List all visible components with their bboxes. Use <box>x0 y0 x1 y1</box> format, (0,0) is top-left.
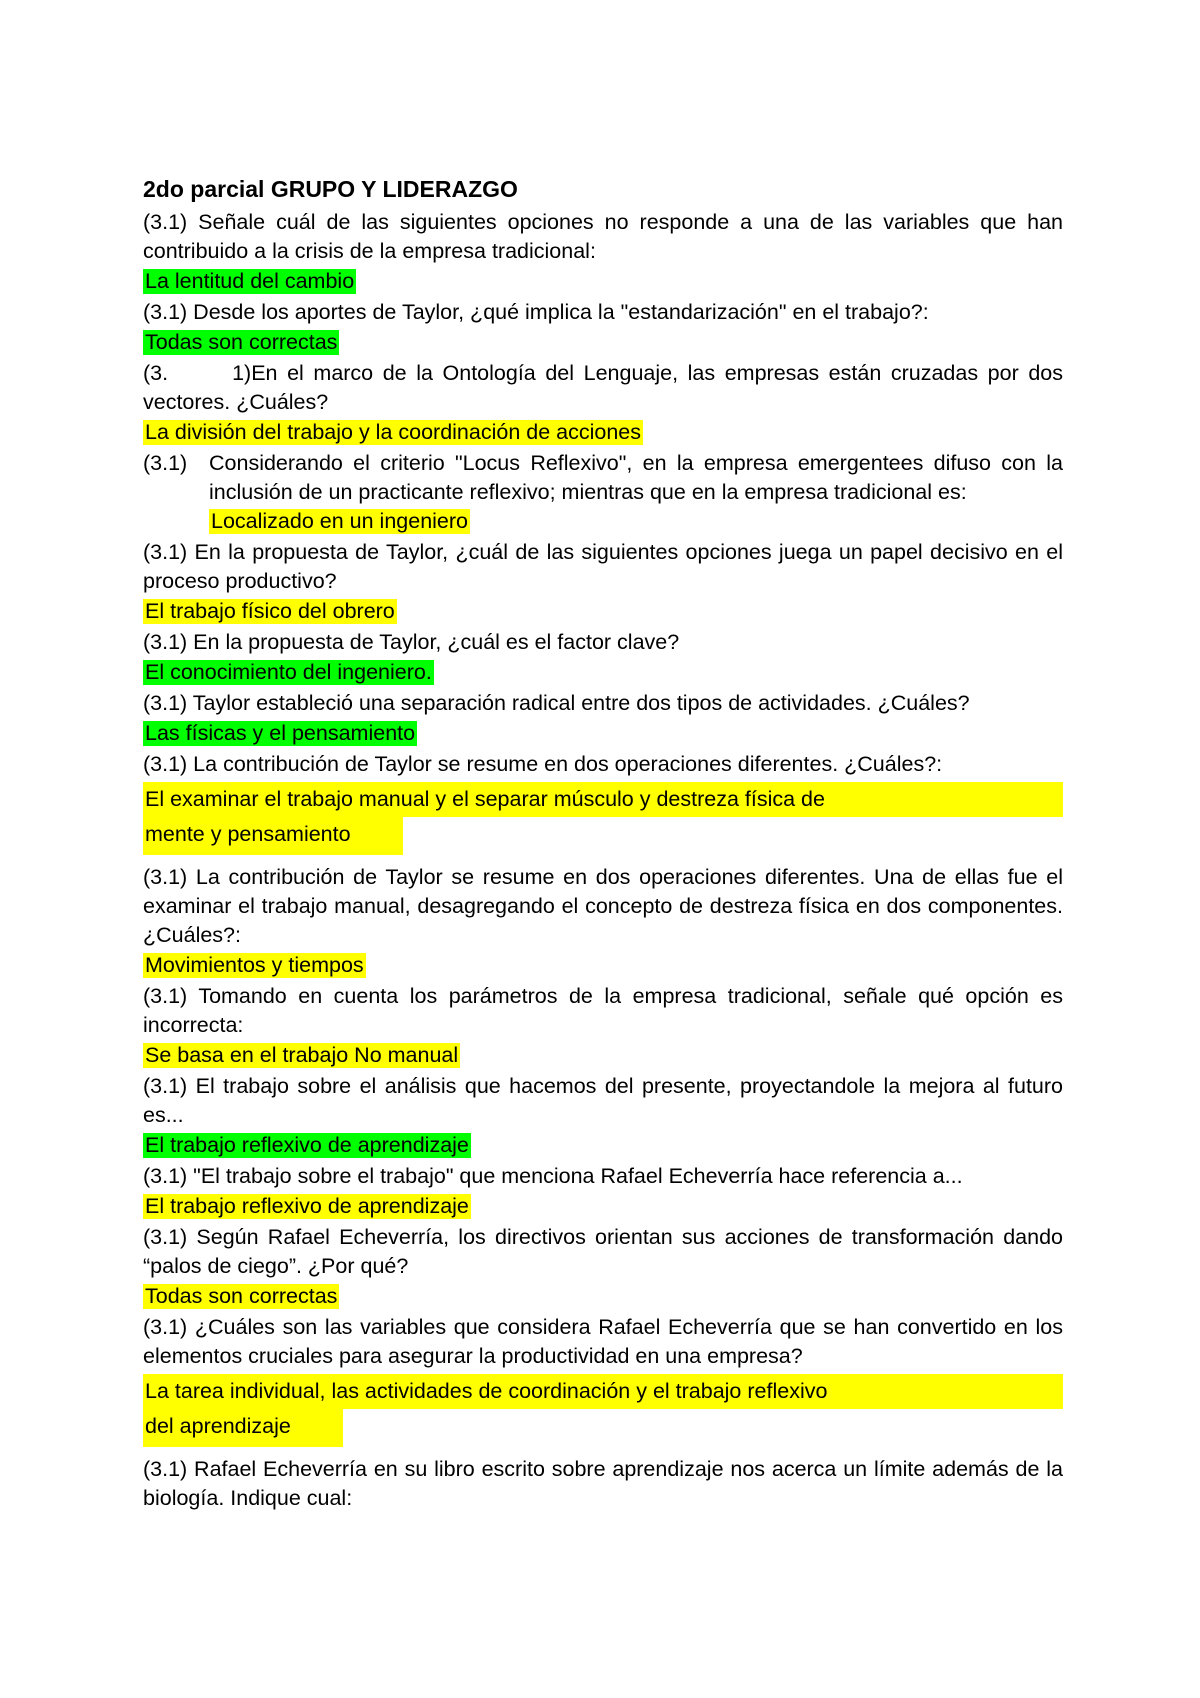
answer-2 <box>143 328 1063 357</box>
question-1: (3.1) Señale cuál de las siguientes opciones no responde a una de las variables que han contribuido a la crisis de la empresa tradicional: <box>143 210 1063 263</box>
answer-6 <box>143 658 1063 687</box>
answer-4 <box>209 507 1063 536</box>
answer-11 <box>143 1131 1063 1160</box>
answer-5-text: El trabajo físico del obrero <box>145 599 395 623</box>
answer-13 <box>143 1282 1063 1311</box>
document-content <box>143 175 1063 1514</box>
answer-1-text: La lentitud del cambio <box>145 269 355 293</box>
question-4-text: Considerando el criterio "Locus Reflexivo", en la empresa emergentees difuso con la inclusión de un practicante reflexivo; mientras que en la empresa tradicional es: <box>209 451 1063 504</box>
question-4 <box>143 449 1063 538</box>
question-12: (3.1) "El trabajo sobre el trabajo" que menciona Rafael Echeverría hace referencia a... <box>143 1164 963 1188</box>
answer-12 <box>143 1192 1063 1221</box>
answer-14-line-1: La tarea individual, las actividades de coordinación y el trabajo reflexivo <box>143 1374 1063 1409</box>
question-8: (3.1) La contribución de Taylor se resume en dos operaciones diferentes. ¿Cuáles?: <box>143 752 943 776</box>
answer-13-text: Todas son correctas <box>145 1284 338 1308</box>
answer-8-line-2: mente y pensamiento <box>143 817 403 855</box>
question-14: (3.1) ¿Cuáles son las variables que considera Rafael Echeverría que se han convertido en los elementos cruciales para asegurar la productividad en una empresa? <box>143 1315 1063 1368</box>
answer-1 <box>143 267 1063 296</box>
answer-7-text: Las físicas y el pensamiento <box>145 721 416 745</box>
question-3-text: 1)En el marco de la Ontología del Lenguaje, las empresas están cruzadas por dos vectores. ¿Cuáles? <box>143 361 1063 414</box>
answer-12-text: El trabajo reflexivo de aprendizaje <box>145 1194 469 1218</box>
question-13: (3.1) Según Rafael Echeverría, los directivos orientan sus acciones de transformación dando “palos de ciego”. ¿Por qué? <box>143 1225 1063 1278</box>
answer-3-text: La división del trabajo y la coordinación de acciones <box>145 420 642 444</box>
question-7: (3.1) Taylor estableció una separación radical entre dos tipos de actividades. ¿Cuáles? <box>143 691 970 715</box>
answer-4-text: Localizado en un ingeniero <box>211 509 469 533</box>
question-10: (3.1) Tomando en cuenta los parámetros de la empresa tradicional, señale qué opción es incorrecta: <box>143 984 1063 1037</box>
answer-9 <box>143 951 1063 980</box>
answer-9-text: Movimientos y tiempos <box>145 953 364 977</box>
answer-11-text: El trabajo reflexivo de aprendizaje <box>145 1133 469 1157</box>
question-11: (3.1) El trabajo sobre el análisis que hacemos del presente, proyectandole la mejora al futuro es... <box>143 1074 1063 1127</box>
document-title: 2do parcial GRUPO Y LIDERAZGO <box>143 176 518 202</box>
question-5: (3.1) En la propuesta de Taylor, ¿cuál de las siguientes opciones juega un papel decisivo en el proceso productivo? <box>143 540 1063 593</box>
question-2: (3.1) Desde los aportes de Taylor, ¿qué implica la "estandarización" en el trabajo?: <box>143 300 929 324</box>
question-3 <box>143 359 1063 417</box>
answer-7 <box>143 719 1063 748</box>
answer-14-line-2: del aprendizaje <box>143 1409 343 1447</box>
answer-5 <box>143 597 1063 626</box>
question-15: (3.1) Rafael Echeverría en su libro escrito sobre aprendizaje nos acerca un límite además de la biología. Indique cual: <box>143 1457 1063 1510</box>
answer-3 <box>143 418 1063 447</box>
question-3-prefix: (3. <box>143 361 169 385</box>
answer-2-text: Todas son correctas <box>145 330 338 354</box>
question-4-prefix: (3.1) <box>143 451 188 475</box>
question-6: (3.1) En la propuesta de Taylor, ¿cuál es el factor clave? <box>143 630 680 654</box>
answer-8-line-1: El examinar el trabajo manual y el separar músculo y destreza física de <box>143 782 1063 817</box>
answer-6-text: El conocimiento del ingeniero. <box>145 660 432 684</box>
answer-10-text: Se basa en el trabajo No manual <box>145 1043 459 1067</box>
question-9: (3.1) La contribución de Taylor se resume en dos operaciones diferentes. Una de ellas fue el examinar el trabajo manual, desagregando el concepto de destreza física en dos componentes. ¿Cuáles?: <box>143 865 1063 947</box>
answer-10 <box>143 1041 1063 1070</box>
